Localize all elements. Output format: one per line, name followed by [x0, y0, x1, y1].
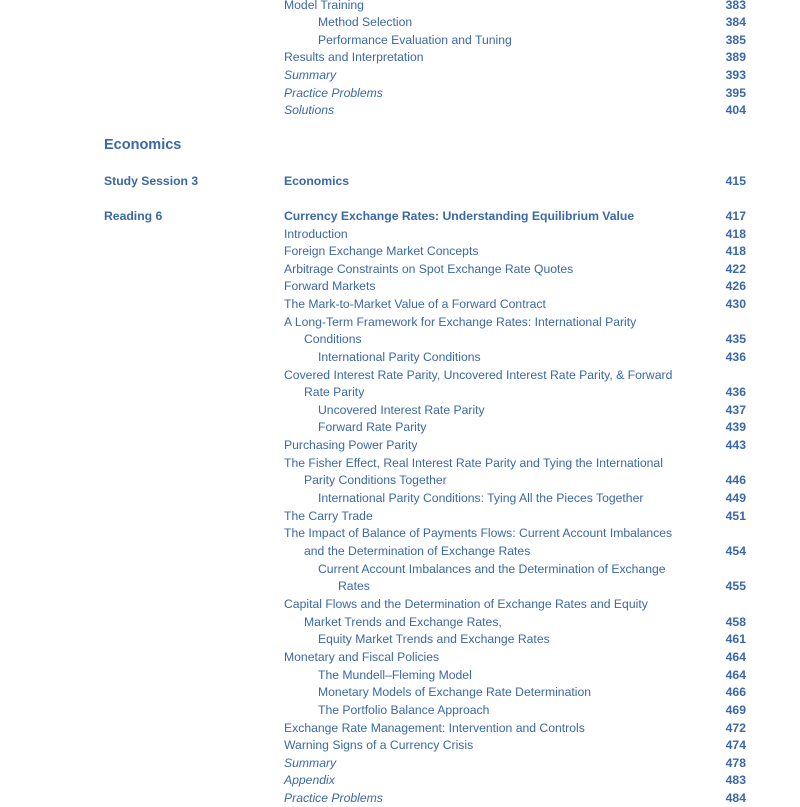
toc-entry[interactable]	[284, 0, 748, 14]
toc-entry[interactable]	[284, 84, 748, 102]
toc-entry-title: Monetary Models of Exchange Rate Determination	[318, 685, 592, 699]
reading-label: Reading 6	[104, 209, 163, 223]
toc-entry-page: 484	[725, 791, 746, 805]
toc-entry-page: 454	[725, 544, 746, 558]
toc-entry-page: 418	[725, 227, 746, 241]
toc-entry-title: International Parity Conditions	[318, 350, 481, 364]
toc-entry-page: 404	[725, 103, 746, 117]
toc-entry-page: 461	[725, 632, 746, 646]
toc-entry-title: Results and Interpretation	[284, 50, 424, 64]
toc-entry-title: Equity Market Trends and Exchange Rates	[318, 632, 550, 646]
toc-entry-title: Capital Flows and the Determination of Exchange Rates and Equity	[284, 597, 648, 611]
toc-entry[interactable]	[284, 754, 748, 772]
toc-entry-title: The Mark-to-Market Value of a Forward Contract	[284, 297, 546, 311]
toc-entry-page: 422	[725, 262, 746, 276]
toc-entry-page: 466	[725, 685, 746, 699]
toc-entry-page: 472	[725, 721, 746, 735]
toc-entry-title: The Portfolio Balance Approach	[318, 703, 490, 717]
toc-entry-title: Current Account Imbalances and the Determination of Exchange	[318, 562, 666, 576]
toc-entry-continuation[interactable]	[284, 471, 748, 489]
toc-entry[interactable]	[284, 683, 748, 701]
toc-entry[interactable]	[284, 701, 748, 719]
toc-entry[interactable]	[284, 454, 748, 472]
toc-entry[interactable]	[284, 225, 748, 243]
toc-entry[interactable]	[284, 418, 748, 436]
study-session-label: Study Session 3	[104, 174, 199, 188]
toc-entry[interactable]	[284, 719, 748, 737]
toc-entry-page: 437	[725, 403, 746, 417]
toc-entry-title: Summary	[284, 756, 337, 770]
toc-entry-continuation[interactable]	[284, 330, 748, 348]
toc-entry-page: 478	[725, 756, 746, 770]
toc-entry-page: 458	[725, 615, 746, 629]
toc-entry-title: Monetary and Fiscal Policies	[284, 650, 440, 664]
toc-entry-title: International Parity Conditions: Tying All the Pieces Together	[318, 491, 644, 505]
toc-entry[interactable]	[284, 401, 748, 419]
toc-entry-title: Conditions	[304, 332, 362, 346]
toc-entry-page: 469	[725, 703, 746, 717]
toc-entry-page: 430	[725, 297, 746, 311]
toc-entry-continuation[interactable]	[284, 542, 748, 560]
toc-entry-page: 443	[725, 438, 746, 452]
toc-entry-page: 383	[725, 0, 746, 12]
toc-entry-title: Appendix	[284, 773, 335, 787]
toc-entry-title: The Impact of Balance of Payments Flows: Current Account Imbalances	[284, 526, 673, 540]
toc-entry[interactable]	[284, 771, 748, 789]
toc-entry[interactable]	[284, 295, 748, 313]
toc-entry[interactable]	[284, 648, 748, 666]
toc-entry-page: 418	[725, 244, 746, 258]
toc-entry-title: Purchasing Power Parity	[284, 438, 418, 452]
toc-entry-title: Model Training	[284, 0, 364, 12]
toc-entry-page: 455	[725, 579, 746, 593]
toc-entry[interactable]	[284, 524, 748, 542]
toc-entry-title: The Fisher Effect, Real Interest Rate Parity and Tying the International	[284, 456, 663, 470]
toc-entry-continuation[interactable]	[284, 577, 748, 595]
toc-entry[interactable]	[284, 348, 748, 366]
toc-entry[interactable]	[284, 13, 748, 31]
toc-entry-page: 474	[725, 738, 746, 752]
toc-entry-title: Covered Interest Rate Parity, Uncovered Interest Rate Parity, & Forward	[284, 368, 673, 382]
toc-entry-page: 436	[725, 350, 746, 364]
toc-entry-title: The Mundell–Fleming Model	[318, 668, 472, 682]
toc-entry[interactable]	[284, 313, 748, 331]
toc-entry[interactable]	[284, 66, 748, 84]
toc-entry-page: 435	[725, 332, 746, 346]
toc-entry-title: Rates	[338, 579, 370, 593]
toc-entry-page: 395	[725, 86, 746, 100]
toc-entry-title: Summary	[284, 68, 337, 82]
toc-entry-title: The Carry Trade	[284, 509, 373, 523]
toc-entry[interactable]	[284, 789, 748, 807]
section-heading: Economics	[104, 137, 182, 153]
toc-entry-title: Introduction	[284, 227, 348, 241]
toc-entry-title: Foreign Exchange Market Concepts	[284, 244, 479, 258]
toc-entry-title: Forward Rate Parity	[318, 420, 427, 434]
toc-entry-page: 439	[725, 420, 746, 434]
toc-entry-title: Arbitrage Constraints on Spot Exchange Rate Quotes	[284, 262, 574, 276]
toc-entry-continuation[interactable]	[284, 383, 748, 401]
toc-entry[interactable]	[284, 507, 748, 525]
toc-entry[interactable]	[284, 260, 748, 278]
toc-entry[interactable]	[284, 489, 748, 507]
reading-page: 417	[725, 209, 746, 223]
toc-entry[interactable]	[284, 560, 748, 578]
study-session-page: 415	[725, 174, 746, 188]
toc-entry-title: Parity Conditions Together	[304, 473, 447, 487]
toc-entry-title: Warning Signs of a Currency Crisis	[284, 738, 474, 752]
toc-entry-page: 451	[725, 509, 746, 523]
toc-entry[interactable]	[284, 31, 748, 49]
toc-entry-title: and the Determination of Exchange Rates	[304, 544, 531, 558]
toc-entry-title: Exchange Rate Management: Intervention and Controls	[284, 721, 585, 735]
toc-entry-page: 483	[725, 773, 746, 787]
toc-entry-title: Method Selection	[318, 15, 413, 29]
toc-entry-page: 446	[725, 473, 746, 487]
toc-entry-page: 449	[725, 491, 746, 505]
toc-entry[interactable]	[284, 436, 748, 454]
toc-entry-page: 389	[725, 50, 746, 64]
toc-entry-title: Market Trends and Exchange Rates,	[304, 615, 502, 629]
toc-entry-title: Practice Problems	[284, 791, 383, 805]
toc-entry-continuation[interactable]	[284, 613, 748, 631]
toc-entry-page: 393	[725, 68, 746, 82]
toc-entry[interactable]	[284, 366, 748, 384]
toc-entry-page: 385	[725, 33, 746, 47]
toc-entry-title: Practice Problems	[284, 86, 383, 100]
toc-entry-title: A Long-Term Framework for Exchange Rates: International Parity	[284, 315, 637, 329]
toc-entry[interactable]	[284, 736, 748, 754]
toc-entry[interactable]	[284, 242, 748, 260]
toc-entry[interactable]	[284, 595, 748, 613]
toc-entry-title: Forward Markets	[284, 279, 376, 293]
toc-entry-title: Performance Evaluation and Tuning	[318, 33, 512, 47]
reading-title: Currency Exchange Rates: Understanding Equilibrium Value	[284, 209, 635, 223]
toc-entry[interactable]	[284, 666, 748, 684]
toc-entry-page: 384	[725, 15, 746, 29]
toc-entry[interactable]	[284, 277, 748, 295]
reading-entry[interactable]	[284, 207, 748, 225]
toc-entry-title: Uncovered Interest Rate Parity	[318, 403, 485, 417]
toc-entry-title: Rate Parity	[304, 385, 365, 399]
toc-entry-page: 464	[725, 668, 746, 682]
toc-entry-page: 426	[725, 279, 746, 293]
toc-entry[interactable]	[284, 48, 748, 66]
toc-entry[interactable]	[284, 101, 748, 119]
toc-entry[interactable]	[284, 630, 748, 648]
toc-entry-page: 464	[725, 650, 746, 664]
study-session-entry[interactable]	[284, 172, 748, 190]
toc-entry-title: Solutions	[284, 103, 335, 117]
toc-entry-page: 436	[725, 385, 746, 399]
study-session-title: Economics	[284, 174, 350, 188]
